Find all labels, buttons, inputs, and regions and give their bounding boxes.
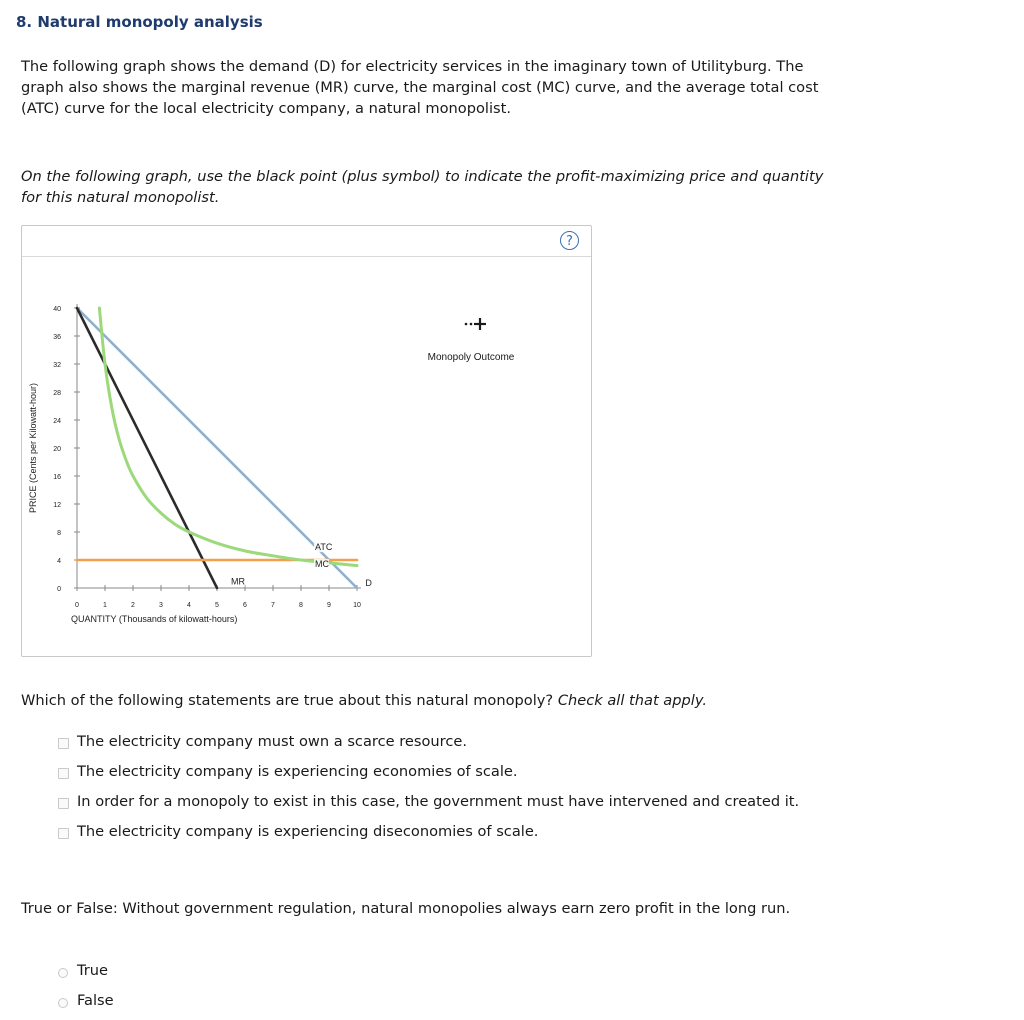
y-tick-label: 12 <box>53 502 61 509</box>
option-text: True <box>77 962 108 979</box>
y-tick-label: 36 <box>53 334 61 341</box>
checkbox-options <box>58 731 818 851</box>
option-text: The electricity company must own a scarce resource. <box>77 733 467 750</box>
true-false-prompt: True or False: Without government regulation, natural monopolies always earn zero profit in the long run. <box>21 900 791 917</box>
legend-label-monopoly-outcome: Monopoly Outcome <box>427 352 515 363</box>
checkbox-option-economies-of-scale[interactable] <box>58 761 818 782</box>
checkbox-option-diseconomies-of-scale[interactable] <box>58 821 818 842</box>
radio-option-false[interactable] <box>58 990 114 1011</box>
question-intro: The following graph shows the demand (D) for electricity services in the imaginary town of Utilityburg. The graph also shows the marginal revenue (MR) curve, the marginal cost (MC) curve, and the average total cost (ATC) curve for the local electricity company, a natural monopolist. <box>21 58 819 117</box>
y-tick-label: 0 <box>57 586 61 593</box>
y-tick-label: 24 <box>53 418 61 425</box>
option-text: The electricity company is experiencing diseconomies of scale. <box>77 823 539 840</box>
x-tick-label: 0 <box>75 602 79 609</box>
monopoly-graph[interactable] <box>22 226 591 656</box>
series-atc-line <box>99 308 357 566</box>
radio-option-true[interactable] <box>58 960 114 981</box>
option-text: False <box>77 992 114 1009</box>
graph-panel <box>21 225 592 657</box>
x-tick-label: 1 <box>103 602 107 609</box>
x-tick-label: 7 <box>271 602 275 609</box>
checkbox-option-scarce-resource[interactable] <box>58 731 818 752</box>
x-tick-label: 4 <box>187 602 191 609</box>
y-axis-label: PRICE (Cents per Kilowatt-hour) <box>28 382 38 514</box>
graph-instruction: On the following graph, use the black point (plus symbol) to indicate the profit-maximizing price and quantity for this natural monopolist. <box>21 168 824 206</box>
x-axis-label: QUANTITY (Thousands of kilowatt-hours) <box>71 614 238 624</box>
checkbox[interactable] <box>58 768 69 779</box>
y-tick-label: 28 <box>53 390 61 397</box>
checkbox-prompt-text: Which of the following statements are true about this natural monopoly? <box>21 692 554 709</box>
checkbox-prompt-emphasis: Check all that apply. <box>557 692 707 709</box>
series-label-mc: MC <box>315 559 329 569</box>
option-text: The electricity company is experiencing economies of scale. <box>77 763 518 780</box>
series-mr-line <box>77 308 217 588</box>
y-tick-label: 16 <box>53 474 61 481</box>
x-tick-label: 5 <box>215 602 219 609</box>
series-label-d: D <box>365 577 372 588</box>
checkbox[interactable] <box>58 738 69 749</box>
question-title: 8. Natural monopoly analysis <box>16 13 263 31</box>
series-label-mr: MR <box>231 576 245 587</box>
y-tick-label: 4 <box>57 558 61 565</box>
radio-button[interactable] <box>58 998 68 1008</box>
y-tick-label: 32 <box>53 362 61 369</box>
checkbox[interactable] <box>58 828 69 839</box>
x-tick-label: 8 <box>299 602 303 609</box>
help-icon[interactable]: ? <box>560 231 579 250</box>
y-tick-label: 20 <box>53 446 61 453</box>
x-tick-label: 6 <box>243 602 247 609</box>
x-tick-label: 10 <box>353 602 361 609</box>
true-false-options <box>58 960 114 1020</box>
x-tick-label: 2 <box>131 602 135 609</box>
checkbox[interactable] <box>58 798 69 809</box>
radio-button[interactable] <box>58 968 68 978</box>
x-tick-label: 9 <box>327 602 331 609</box>
x-tick-label: 3 <box>159 602 163 609</box>
y-tick-label: 40 <box>53 306 61 313</box>
option-text: In order for a monopoly to exist in this case, the government must have intervened and created it. <box>77 793 800 810</box>
y-tick-label: 8 <box>57 530 61 537</box>
checkbox-option-government-intervention[interactable] <box>58 791 818 812</box>
checkbox-question-prompt <box>21 690 841 711</box>
series-label-atc: ATC <box>315 542 333 553</box>
plus-point-icon[interactable] <box>462 315 492 337</box>
